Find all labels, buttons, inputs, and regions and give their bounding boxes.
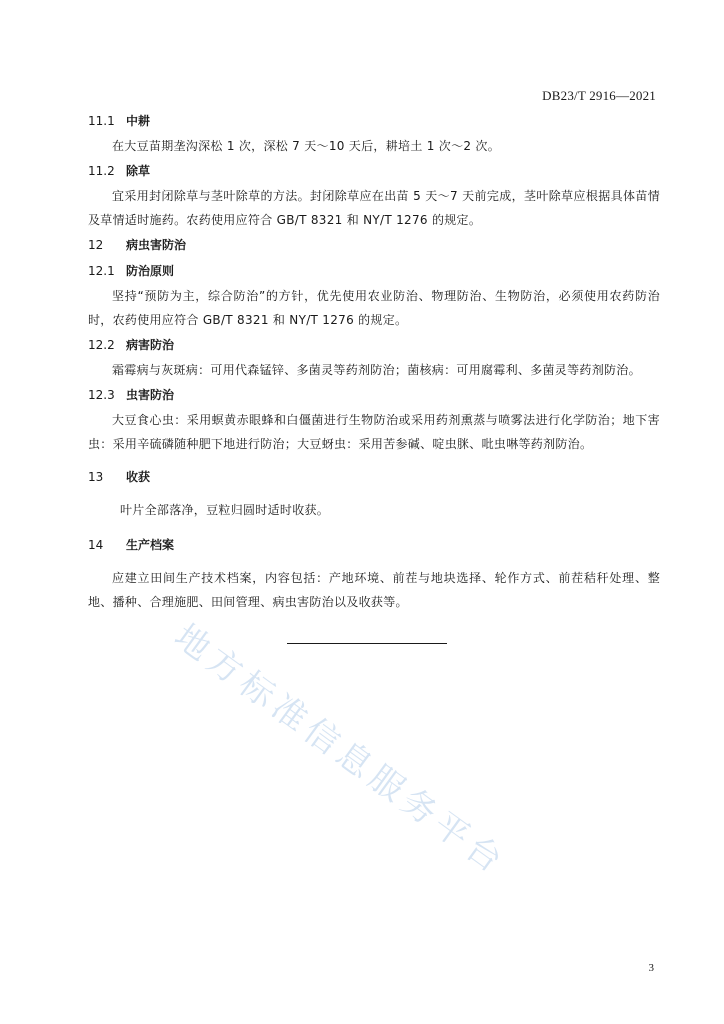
- section-number: 11.1: [88, 114, 115, 128]
- document-code: DB23/T 2916—2021: [542, 88, 656, 103]
- paragraph-13: 叶片全部落净，豆粒归圆时适时收获。: [120, 503, 330, 517]
- section-title: 除草: [126, 164, 151, 178]
- section-heading-11-2: [88, 162, 660, 180]
- section-number: 12.2: [88, 338, 115, 352]
- section-number: 12: [88, 238, 104, 252]
- section-title: 收获: [126, 470, 151, 484]
- paragraph-12-2: 霜霉病与灰斑病：可用代森锰锌、多菌灵等药剂防治；菌核病：可用腐霉利、多菌灵等药剂防治。: [112, 363, 641, 377]
- document-body: [88, 112, 660, 614]
- page-number: 3: [648, 962, 654, 974]
- section-number: 11.2: [88, 164, 115, 178]
- section-title: 防治原则: [126, 264, 175, 278]
- paragraph-14: 应建立田间生产技术档案，内容包括：产地环境、前茬与地块选择、轮作方式、前茬秸秆处理、整地、播种、合理施肥、田间管理、病虫害防治以及收获等。: [88, 571, 660, 609]
- end-rule: [287, 643, 447, 644]
- paragraph-11-1: 在大豆苗期垄沟深松 1 次，深松 7 天～10 天后，耕培土 1 次～2 次。: [112, 139, 501, 153]
- paragraph-12-1: 坚持“预防为主，综合防治”的方针，优先使用农业防治、物理防治、生物防治，必须使用农药防治时，农药使用应符合 GB/T 8321 和 NY/T 1276 的规定。: [88, 289, 660, 327]
- section-number: 14: [88, 538, 104, 552]
- watermark: 地方标准信息服务平台: [166, 616, 514, 884]
- section-heading-12-3: [88, 386, 660, 404]
- section-number: 12.3: [88, 388, 115, 402]
- section-heading-12: [88, 236, 660, 254]
- section-title: 虫害防治: [126, 388, 175, 402]
- paragraph-12-3: 大豆食心虫：采用螟黄赤眼蜂和白僵菌进行生物防治或采用药剂熏蒸与喷雾法进行化学防治；地下害虫：采用辛硫磷随种肥下地进行防治；大豆蚜虫：采用苦参碱、啶虫脒、吡虫啉等药剂防治。: [88, 413, 660, 451]
- section-heading-13: [88, 468, 660, 486]
- section-title: 生产档案: [126, 538, 175, 552]
- section-title: 中耕: [126, 114, 151, 128]
- section-heading-11-1: [88, 112, 660, 130]
- section-title: 病虫害防治: [126, 238, 187, 252]
- section-number: 13: [88, 470, 104, 484]
- section-heading-14: [88, 536, 660, 554]
- section-number: 12.1: [88, 264, 115, 278]
- section-heading-12-1: [88, 262, 660, 280]
- paragraph-11-2: 宜采用封闭除草与茎叶除草的方法。封闭除草应在出苗 5 天～7 天前完成，茎叶除草应根据具体苗情及草情适时施药。农药使用应符合 GB/T 8321 和 NY/T 1276 的规定。: [88, 189, 660, 227]
- section-heading-12-2: [88, 336, 660, 354]
- section-title: 病害防治: [126, 338, 175, 352]
